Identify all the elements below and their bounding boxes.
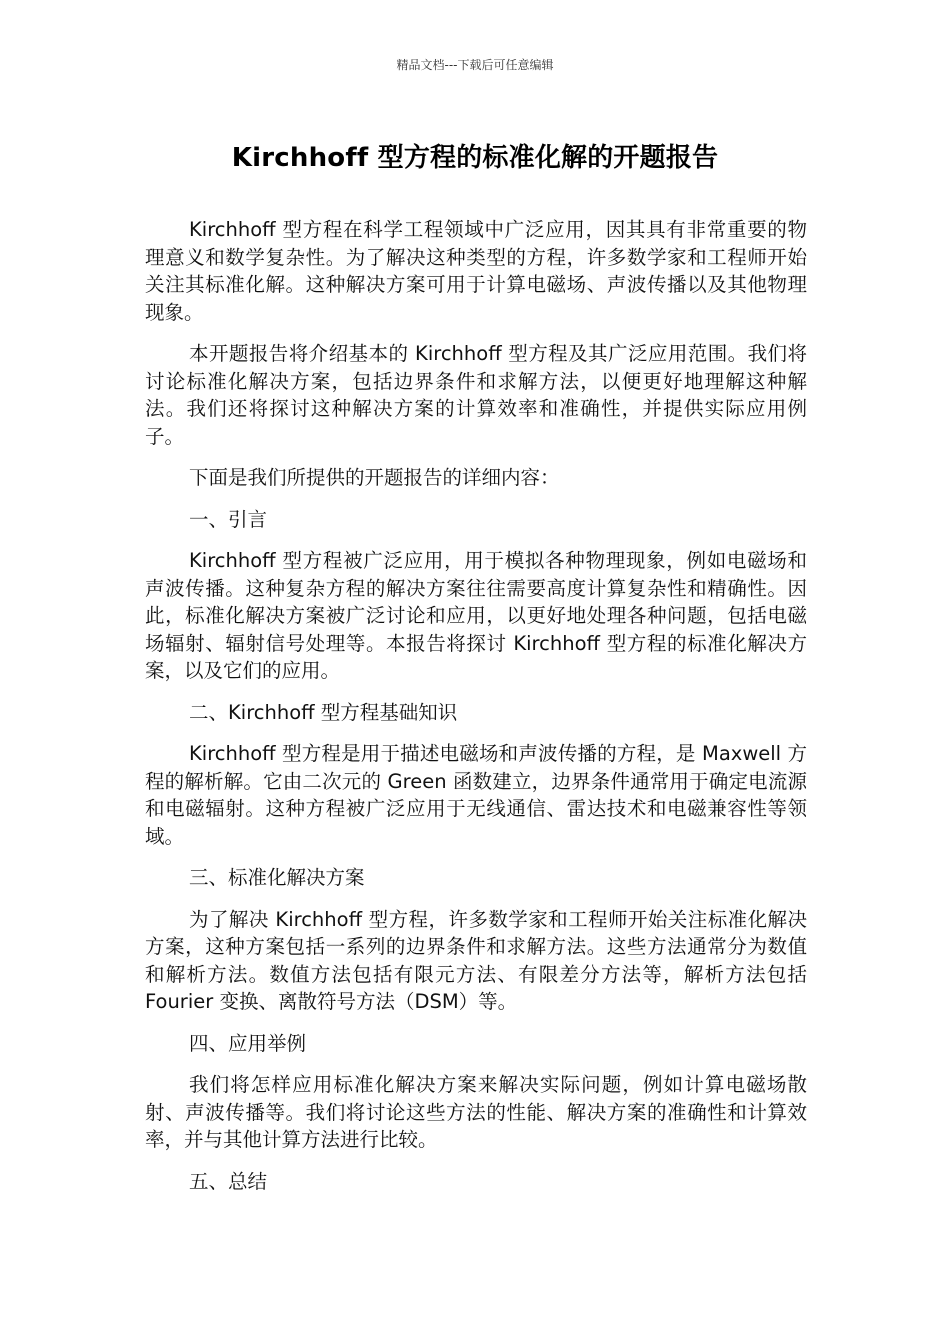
paragraph-section-3: 为了解决 Kirchhoff 型方程，许多数学家和工程师开始关注标准化解决方案，这种方案包括一系列的边界条件和求解方法。这些方法通常分为数值和解析方法。数值方法包括有限元方法、有限差分方法等，解析方法包括 Fourier 变换、离散符号方法（DSM）等。 bbox=[145, 907, 807, 1013]
paragraph-section-1: Kirchhoff 型方程被广泛应用，用于模拟各种物理现象，例如电磁场和声波传播。这种复杂方程的解决方案往往需要高度计算复杂性和精确性。因此，标准化解决方案被广泛讨论和应用，以更好地处理各种问题，包括电磁场辐射、辐射信号处理等。本报告将探讨 Kirchhoff 型方程的标准化解决方案，以及它们的应用。 bbox=[145, 549, 807, 682]
page-header: 精品文档---下载后可任意编辑 bbox=[396, 58, 554, 72]
document-title: Kirchhoff 型方程的标准化解的开题报告 bbox=[231, 143, 719, 173]
paragraph-overview: 本开题报告将介绍基本的 Kirchhoff 型方程及其广泛应用范围。我们将讨论标准化解决方案，包括边界条件和求解方法，以便更好地理解这种解法。我们还将探讨这种解决方案的计算效率和准确性，并提供实际应用例子。 bbox=[145, 342, 807, 448]
section-heading-4: 四、应用举例 bbox=[189, 1031, 307, 1055]
paragraph-intro: Kirchhoff 型方程在科学工程领域中广泛应用，因其具有非常重要的物理意义和数学复杂性。为了解决这种类型的方程，许多数学家和工程师开始关注其标准化解。这种解决方案可用于计算电磁场、声波传播以及其他物理现象。 bbox=[145, 218, 807, 324]
section-heading-1: 一、引言 bbox=[189, 507, 268, 531]
document-body bbox=[145, 216, 807, 1209]
section-heading-2: 二、Kirchhoff 型方程基础知识 bbox=[189, 700, 458, 724]
section-heading-3: 三、标准化解决方案 bbox=[189, 866, 365, 889]
section-heading-5: 五、总结 bbox=[189, 1169, 268, 1193]
paragraph-content-lead: 下面是我们所提供的开题报告的详细内容： bbox=[189, 466, 560, 489]
paragraph-section-2: Kirchhoff 型方程是用于描述电磁场和声波传播的方程，是 Maxwell 方程的解析解。它由二次元的 Green 函数建立，边界条件通常用于确定电流源和电磁辐射。这种方程被广泛应用于无线通信、雷达技术和电磁兼容性等领域。 bbox=[145, 742, 807, 848]
paragraph-section-4: 我们将怎样应用标准化解决方案来解决实际问题，例如计算电磁场散射、声波传播等。我们将讨论这些方法的性能、解决方案的准确性和计算效率，并与其他计算方法进行比较。 bbox=[145, 1073, 807, 1151]
